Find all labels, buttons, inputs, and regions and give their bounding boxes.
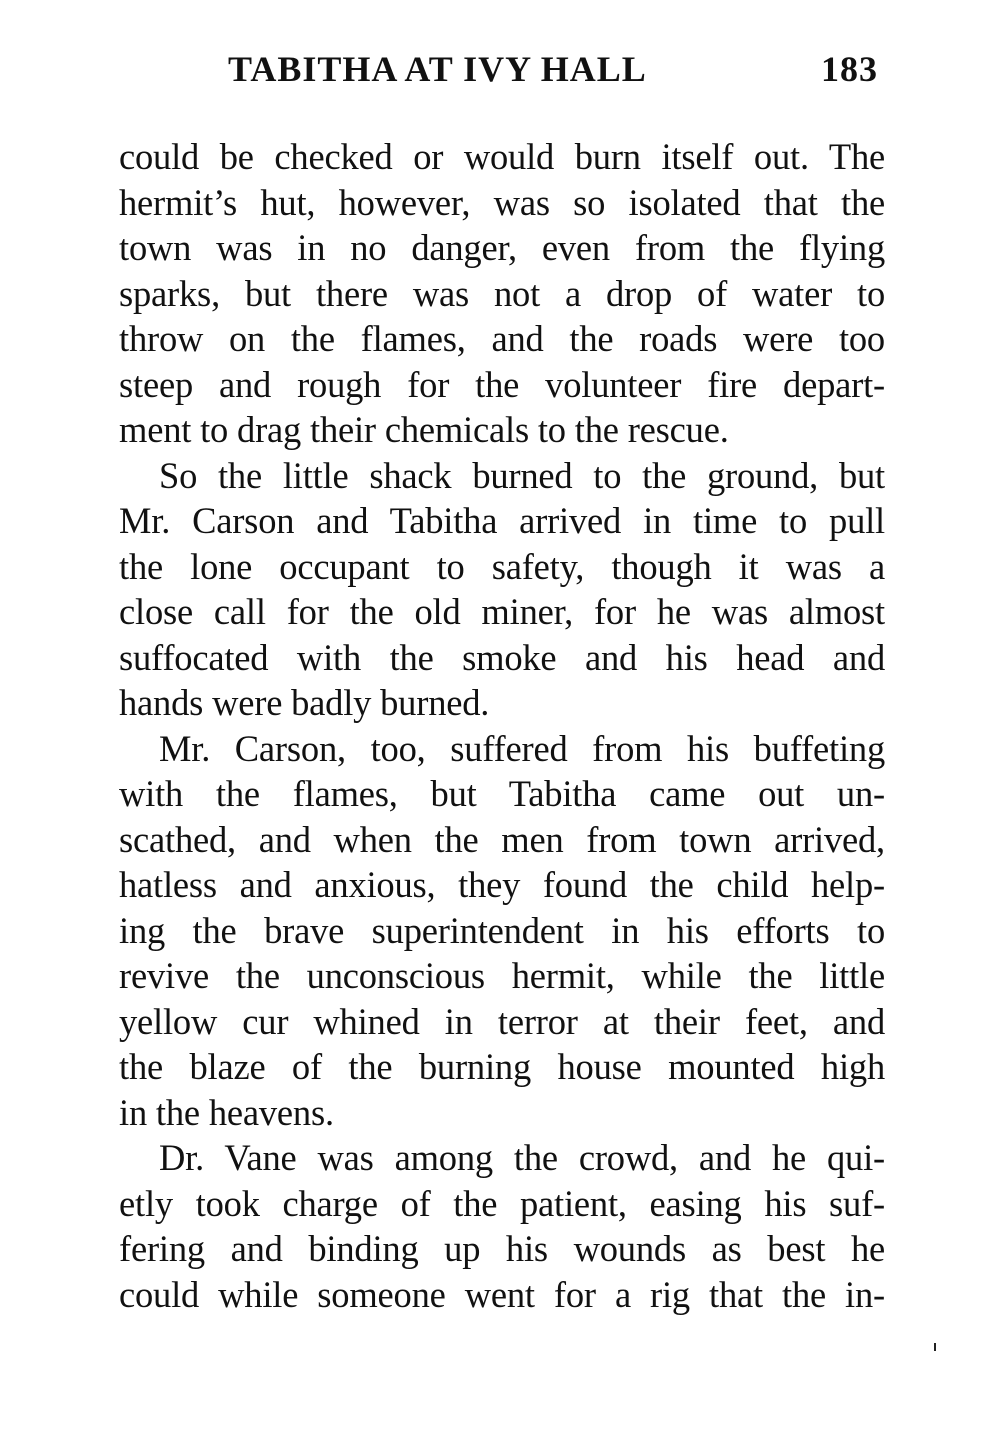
text-line: steep and rough for the volunteer fire depart- [119,363,885,405]
text-line: throw on the flames, and the roads were too [119,318,885,359]
text-line: ment to drag their chemicals to the rescue. [119,409,729,450]
text-line: yellow cur whined in terror at their feet, and [119,1000,885,1042]
text-line: Mr. Carson, too, suffered from his buffeting [159,727,885,769]
text-line: could while someone went for a rig that the in- [119,1273,885,1315]
text-line: close call for the old miner, for he was almost [119,591,885,632]
text-line: scathed, and when the men from town arrived, [119,818,885,860]
text-line: Dr. Vane was among the crowd, and he qui- [159,1137,885,1178]
running-title: TABITHA AT IVY HALL [228,49,647,89]
text-line: etly took charge of the patient, easing his suf- [119,1182,885,1224]
text-line: hatless and anxious, they found the child help- [119,864,885,905]
text-line: town was in no danger, even from the flying [119,227,885,268]
text-line: suffocated with the smoke and his head and [119,636,885,678]
text-line: ing the brave superintendent in his efforts to [119,909,885,951]
text-line: fering and binding up his wounds as best he [119,1228,885,1269]
text-line: the blaze of the burning house mounted high [119,1046,885,1087]
text-line: So the little shack burned to the ground, but [159,454,885,496]
scan-speck [934,1343,936,1351]
text-line: Mr. Carson and Tabitha arrived in time to pull [119,500,885,541]
text-line: hermit’s hut, however, was so isolated that the [119,181,885,223]
text-line: revive the unconscious hermit, while the little [119,955,885,996]
body-text [119,134,885,1317]
text-line: could be checked or would burn itself out. The [119,136,885,177]
text-line: with the flames, but Tabitha came out un- [119,773,885,814]
text-line: sparks, but there was not a drop of water to [119,272,885,314]
text-line: hands were badly burned. [119,682,490,723]
running-head [228,48,888,98]
page-number: 183 [821,49,878,89]
text-line: the lone occupant to safety, though it was a [119,545,885,587]
text-line: in the heavens. [119,1091,334,1133]
